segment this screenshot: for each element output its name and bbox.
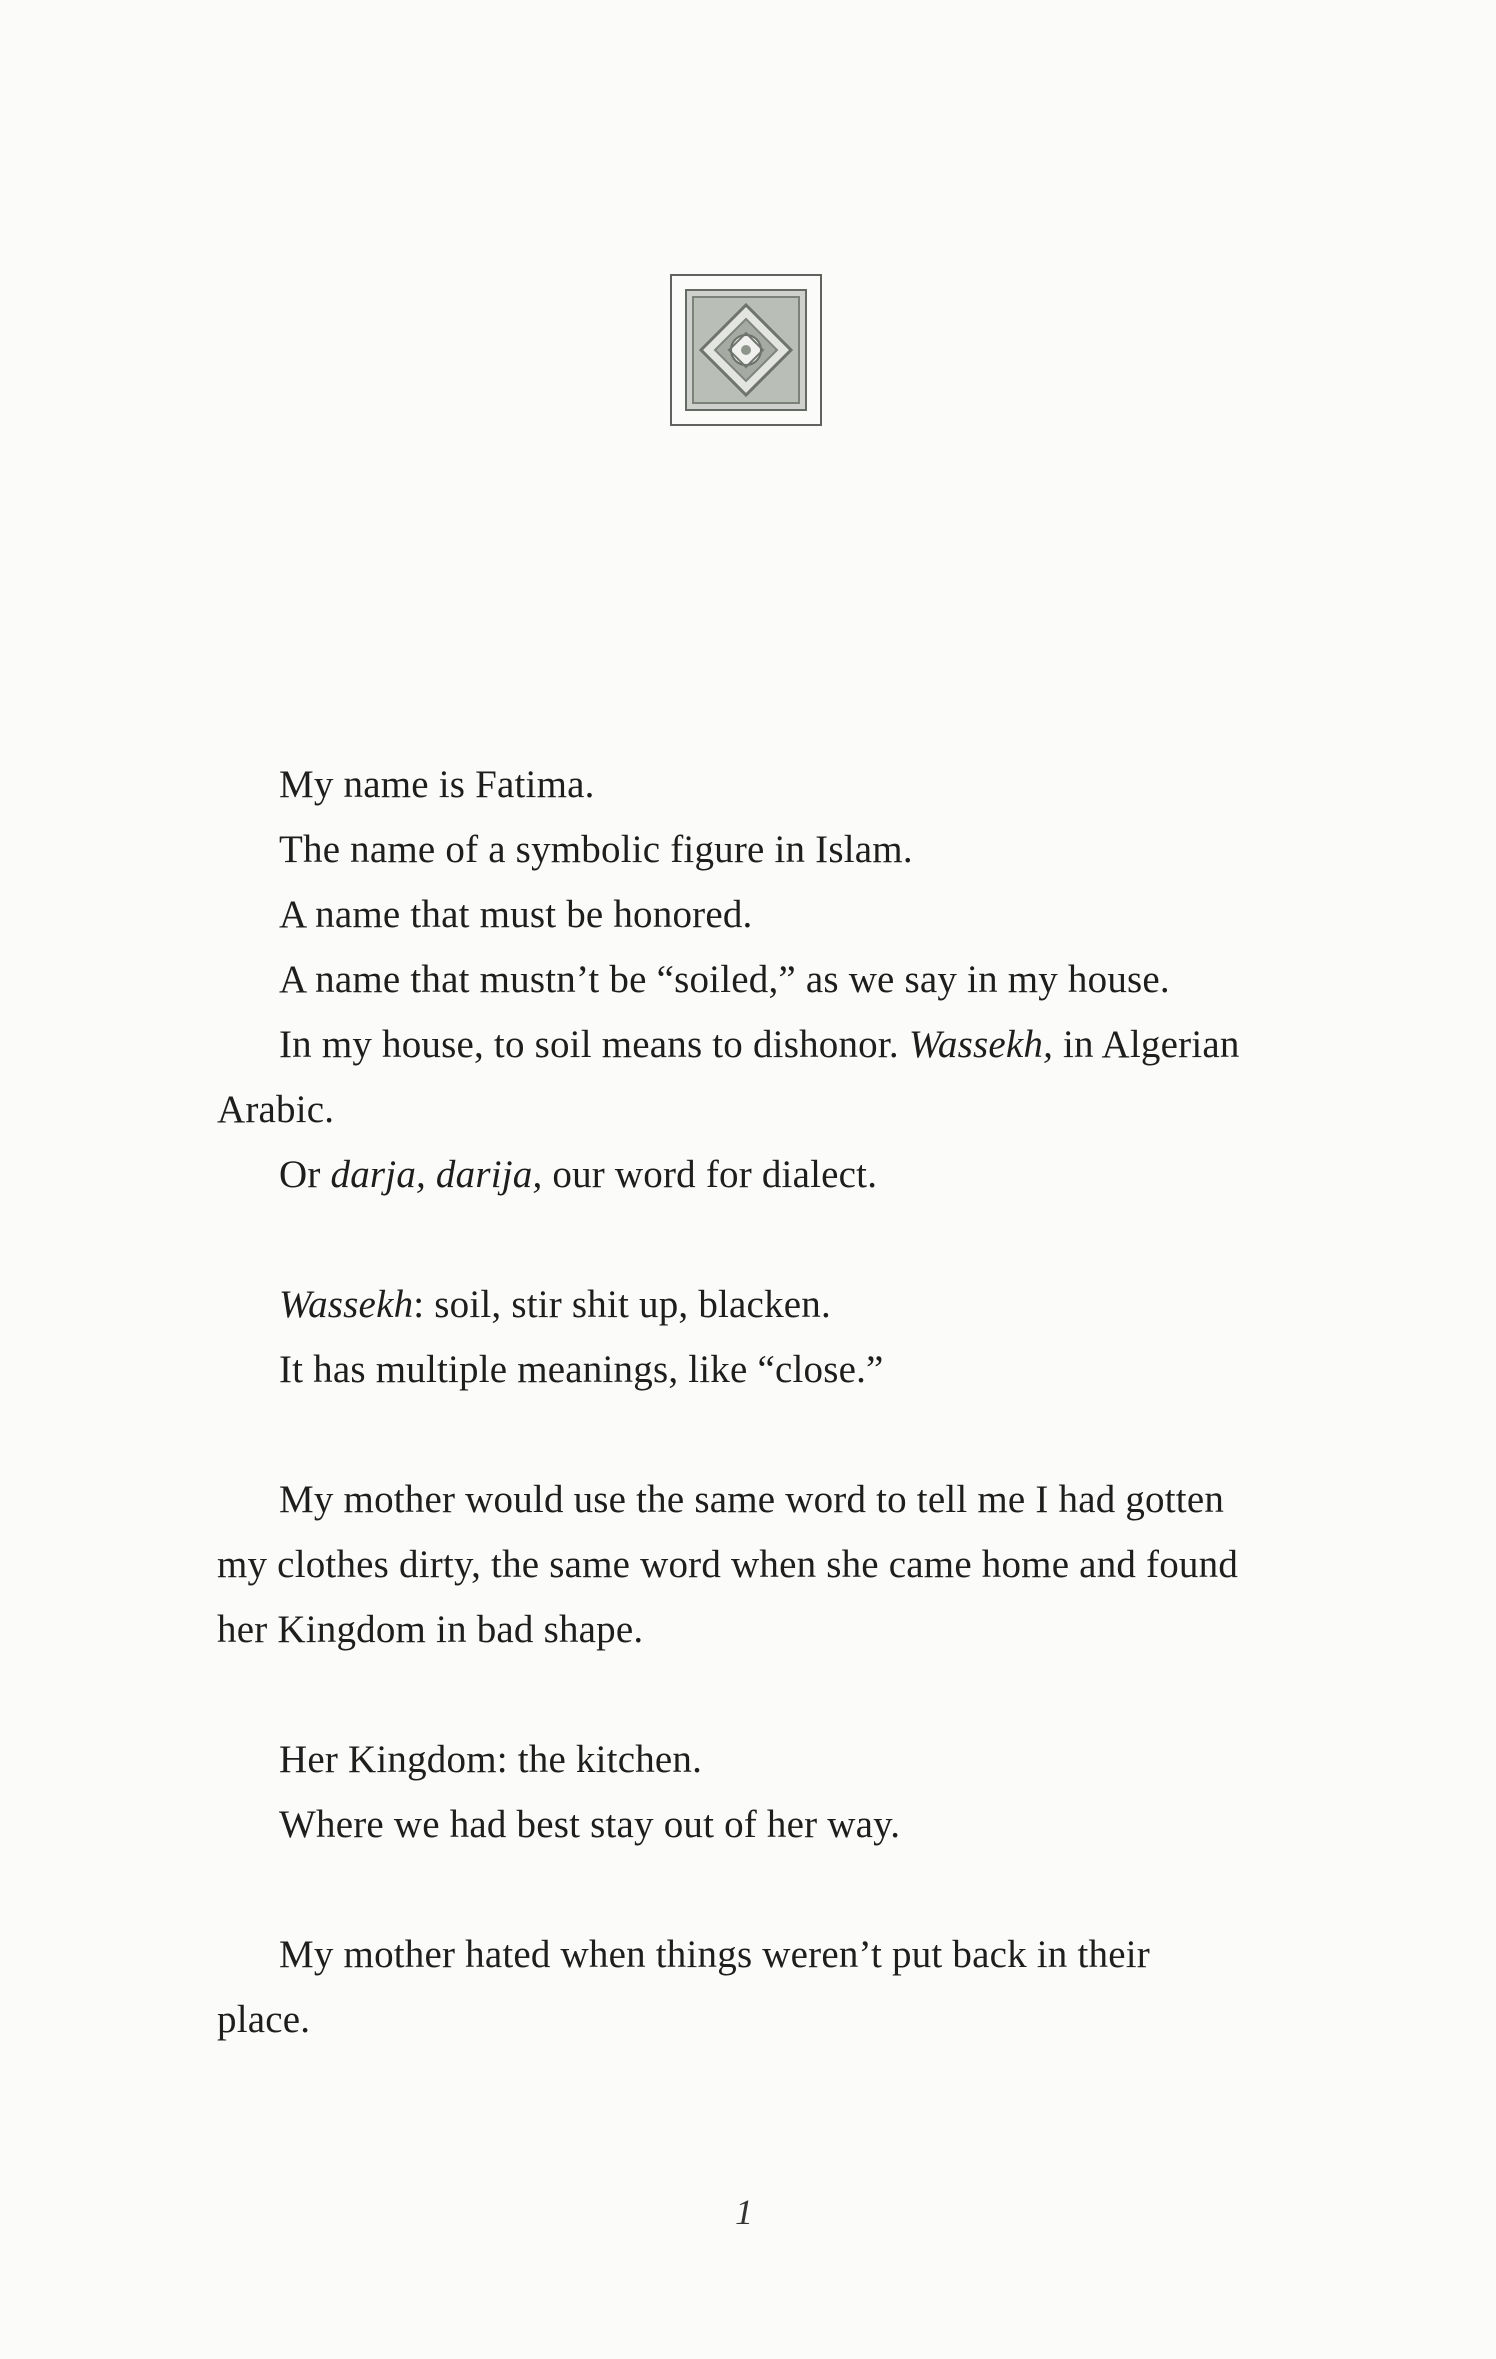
paragraph: My name is Fatima. xyxy=(279,763,595,806)
section-break xyxy=(217,1402,1252,1467)
paragraph: A name that must be honored. xyxy=(279,893,753,936)
paragraph xyxy=(217,1012,1252,1142)
paragraph: Where we had best stay out of her way. xyxy=(279,1803,901,1846)
italic-term: Wassekh, xyxy=(908,1023,1054,1066)
section-break xyxy=(217,1857,1252,1922)
paragraph: Her Kingdom: the kitchen. xyxy=(279,1738,703,1781)
paragraph: My mother would use the same word to tell me I had gotten my clothes dirty, the same word when she came home and found her Kingdom in bad shape. xyxy=(217,1478,1239,1651)
page-number: 1 xyxy=(735,2192,753,2232)
paragraph xyxy=(217,1142,1252,1207)
section-break xyxy=(217,1207,1252,1272)
paragraph-text: our word for dialect. xyxy=(542,1153,878,1196)
section-break xyxy=(217,1662,1252,1727)
paragraph-text: In my house, to soil means to dishonor. xyxy=(279,1023,909,1066)
paragraph: My mother hated when things weren’t put back in their place. xyxy=(217,1933,1150,2041)
paragraph-text: Or xyxy=(279,1153,331,1196)
paragraph: A name that mustn’t be “soiled,” as we say in my house. xyxy=(279,958,1170,1001)
body-text xyxy=(217,752,1252,2052)
italic-term: darja, darija, xyxy=(330,1153,543,1196)
square-ornament-icon xyxy=(670,274,822,426)
paragraph: It has multiple meanings, like “close.” xyxy=(279,1348,884,1391)
paragraph xyxy=(217,1272,1252,1337)
italic-term: Wassekh xyxy=(279,1283,414,1326)
paragraph-text: in Algerian Arabic. xyxy=(217,1023,1240,1131)
paragraph: The name of a symbolic figure in Islam. xyxy=(279,828,913,871)
paragraph-text: : soil, stir shit up, blacken. xyxy=(413,1283,831,1326)
